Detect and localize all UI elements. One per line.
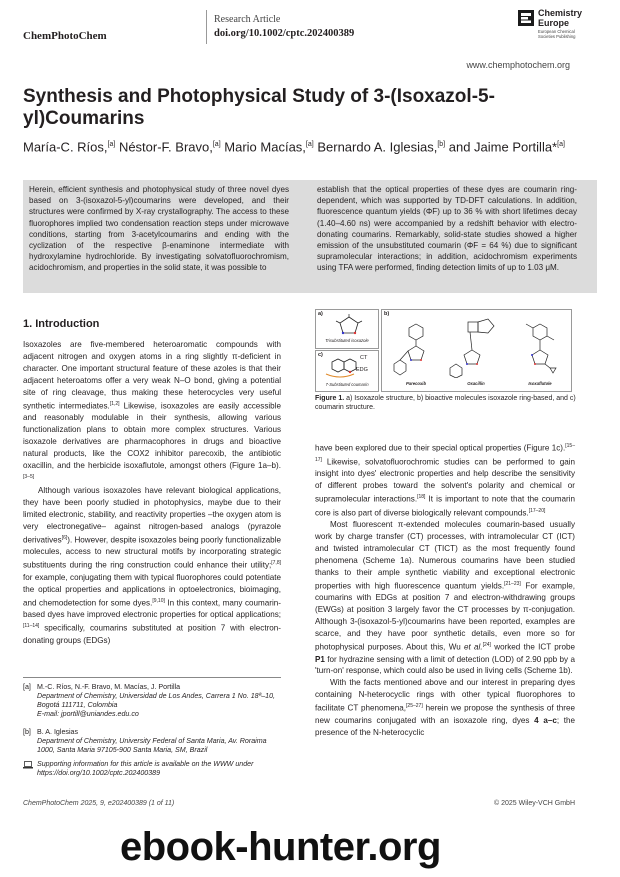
citation[interactable]: [18]	[417, 494, 426, 500]
paragraph: Most fluorescent π-extended molecules coumarin-based usually work by charge transfer (CT) processes, with intramolecular CT (ICT) and twisted intramolecular CT (TICT) as the most frequently found phenomena (Scheme 1a). Numerous coumarins have been studied thanks to their ample synthetic viability and exceptional electronic properties with high fluorescence quantum yields.[21–23] For example, coumarins with EDGs at position 7 and electron-withdrawing groups (EWGs) at position 3 largely favor the CT processes by π-conjugation. Although 3-(isoxazol-5-yl)coumarins have been reported, examples are scarce, and they have poor synthetic details, even more so for photophysical purposes. About this, Wu et al.[24] worked the ICT probe P1 for hydrazine sensing with a limit of detection (LOD) of 2.90 ppb by a 'turn-on' response, which could also be used in living cells (Scheme 1b).	[315, 520, 575, 676]
abstract-text-left: Herein, efficient synthesis and photophysical study of three novel dyes based on 3-(isoxazol-5-yl)coumarins were developed, and their structures were confirmed by X-ray crystallography. The access to these fluorophores implied two condensation reaction steps under microwave conditions, starting from 3-acetylcoumarins and ending with the cyclization of the respective β-enaminone intermediate with hydroxylamine hydrochloride. By investigating solvatofluorochromism, acidochromism, and properties in the solid state, it was possible to	[29, 185, 289, 273]
drug-name: Parecoxib	[405, 381, 427, 386]
author-name[interactable]: Mario Macías,	[224, 139, 306, 155]
header-divider	[206, 10, 207, 44]
citation[interactable]: [7,8]	[271, 560, 281, 567]
publisher-tagline-line2: Societies Publishing	[538, 34, 576, 39]
panel-label: a)	[318, 311, 323, 317]
publisher-tagline-line1: European Chemical	[538, 29, 575, 34]
panel-caption: 7-Substituted coumarin	[325, 382, 369, 387]
publisher-logo	[518, 8, 610, 44]
panel-caption: Trisubstituted isoxazole	[325, 338, 369, 343]
ct-label: CT	[360, 355, 368, 361]
laptop-icon	[23, 761, 33, 769]
footnotes-divider	[23, 677, 281, 678]
paragraph: have been explored due to their special optical properties (Figure 1c).[15–17] Likewise, solvatofluorochromic studies can be performed to gain insight into dyes' electronic properties and help describe the sensitivity of different probes toward the solvent's polarity and chemical or supramolecular interactions.[18] It is important to note that the coumarin core is also part of diverse biologically relevant compounds.[17–20]	[315, 443, 575, 518]
citation[interactable]: [24]	[482, 641, 491, 648]
article-type: Research Article	[214, 14, 281, 25]
author-name[interactable]: Néstor-F. Bravo,	[118, 139, 213, 155]
section-heading-introduction: 1. Introduction	[23, 318, 100, 330]
citation[interactable]: [3–5]	[23, 473, 35, 480]
panel-label: c)	[318, 352, 323, 358]
footnote-mark: [a]	[23, 683, 31, 691]
footnote-email[interactable]: E-mail: jportill@uniandes.edu.co	[37, 710, 139, 718]
isoxaflutole-structure-icon	[512, 316, 568, 378]
citation[interactable]: [9,10]	[152, 597, 165, 604]
author-name[interactable]: María-C. Ríos,	[23, 139, 108, 155]
affiliation-footnote-b	[23, 728, 283, 755]
panel-label: b)	[384, 311, 390, 317]
footnote-address: Department of Chemistry, Universidad de Los Andes, Carrera 1 No. 18ª–10, Bogotá 111711, Colombia	[37, 692, 276, 709]
parecoxib-structure-icon	[388, 316, 444, 378]
body-column-left	[23, 339, 281, 647]
oxacillin-structure-icon	[448, 316, 508, 378]
author-name[interactable]: Bernardo A. Iglesias,	[317, 139, 438, 155]
drug-name: Oxacillin	[467, 381, 485, 386]
figure-caption: Figure 1. a) Isoxazole structure, b) bioactive molecules isoxazole ring-based, and c) coumarin structure.	[315, 395, 576, 411]
abstract-text-right: establish that the optical properties of these dyes are coumarin ring-dependent, which was supported by TD-DFT calculations. In addition, fluorescence quantum yields (ΦF) up to 36 % with short lifetimes decay (1.40–4.60 ns) were accompanied by a redshift behavior with electro-donating coumarins. Remarkably, solid-state studies showed a higher emission of the unsubstituted coumarin (ΦF = 64 %) due to significant supramolecular interactions; in addition, acidochromism experiments using TFA were performed, finding detection limits of up to 1.03 μM.	[317, 185, 577, 273]
affiliation-footnote-a	[23, 683, 283, 719]
figure-panel-c	[315, 350, 379, 392]
publisher-name-line1: Chemistry	[538, 8, 583, 18]
author-name[interactable]: and Jaime Portilla*	[448, 139, 558, 155]
publisher-name-line2: Europe	[538, 18, 570, 28]
coumarin-structure-icon	[324, 356, 358, 380]
affiliation-mark: [a]	[107, 141, 116, 148]
footnote-address: Department of Chemistry, University Federal of Santa Maria, Av. Roraima 1000, Santa Maria 97105-900 Santa Maria, SM, Brazil	[37, 737, 267, 754]
footnote-names: B. A. Iglesias	[37, 728, 79, 736]
figure-1[interactable]	[315, 309, 571, 391]
footnote-mark: [b]	[23, 728, 31, 736]
author-list	[23, 136, 593, 156]
footer-journal-citation: ChemPhotoChem 2025, 9, e202400389 (1 of 11)	[23, 800, 175, 807]
edg-label: EDG	[356, 367, 368, 373]
doi-link[interactable]: doi.org/10.1002/cptc.202400389	[214, 28, 355, 39]
journal-url[interactable]: www.chemphotochem.org	[466, 60, 570, 70]
paragraph: With the facts mentioned above and our interest in preparing dyes containing N-heterocyclic rings with other typical fluorophores to facilitate CT phenomena,[25–27] herein we propose the synthesis of three new coumarins conjugated with an isoxazole ring, dyes 4 a–c; the presence of the N-heterocyclic	[315, 678, 575, 737]
paragraph: Isoxazoles are five-membered heteroaromatic compounds with adjacent nitrogen and oxygen atoms in a ring slightly π-deficient in character. One important structural feature of these azoles is that their adjacent heteroatoms offer a very weak N–O bond, giving a potential site of ring cleavage, thus making these heterocycles very useful synthetic intermediates.[1,2] Likewise, isoxazoles are easily accessible and reasonably modulable in their synthesis, allowing various functionalization plans to obtain more complex structures. Various isoxazole derivatives are pharmacophores in drugs and bioactive natural products, like the COX2 inhibitor parecoxib, the antibiotic oxacillin, and the herbicide isoxaflutole, amongst others (Figure 1a–b).[3–5]	[23, 340, 281, 480]
watermark: ebook-hunter.org	[120, 825, 441, 869]
citation[interactable]: [21–23]	[504, 580, 521, 587]
figure-panel-a	[315, 309, 379, 349]
paragraph: Although various isoxazoles have relevant biological applications, they have been poorly studied in photophysics, maybe due to their limited electronic, stability, and reactivity properties –the oxygen atom is very electronegative– against nitrogen-based analogs (pyrazole derivatives[6]). However, despite isoxazoles being poorly functionalizable molecules, access to new structural motifs by incorporating strategic substituents during the ring construction could enhance their utility;[7,8] for example, conjugating them with typical fluorophores could potentiate the optical properties and applications in optoelectronics, bioimaging, and chemodetection for some dyes.[9,10] In this context, many coumarin-based dyes have improved electronic properties for optical applications;[11–14] specifically, coumarins substituted at position 7 with electron-donating groups (EDGs)	[23, 486, 281, 645]
citation[interactable]: [15–17]	[315, 443, 575, 463]
drug-name: Isoxaflutole	[528, 381, 552, 386]
footnote-names: M.-C. Ríos, N.-F. Bravo, M. Macías, J. Portilla	[37, 683, 181, 691]
affiliation-mark: [a]	[212, 141, 221, 148]
citation[interactable]: [1,2]	[109, 400, 120, 407]
journal-name: ChemPhotoChem	[23, 30, 107, 42]
article-title: Synthesis and Photophysical Study of 3-(Isoxazol-5-yl)Coumarins	[23, 86, 495, 129]
citation[interactable]: [11–14]	[23, 623, 40, 630]
figure-label: Figure 1.	[315, 395, 345, 402]
citation[interactable]: [6]	[61, 534, 68, 541]
supporting-info-note[interactable]: Supporting information for this article is available on the WWW under https://doi.org/10.1002/cptc.202400389	[23, 760, 283, 778]
citation[interactable]: [25–27]	[406, 703, 423, 710]
isoxazole-structure-icon	[334, 314, 364, 336]
chemistry-europe-logo-icon	[518, 10, 534, 26]
body-column-right	[315, 441, 575, 739]
citation[interactable]: [17–20]	[528, 507, 546, 514]
affiliation-mark: [a]	[305, 141, 314, 148]
affiliation-mark: [a]	[557, 141, 565, 148]
figure-panel-b	[381, 309, 572, 392]
footer-copyright: © 2025 Wiley-VCH GmbH	[494, 800, 576, 807]
affiliation-mark: [b]	[437, 141, 446, 148]
